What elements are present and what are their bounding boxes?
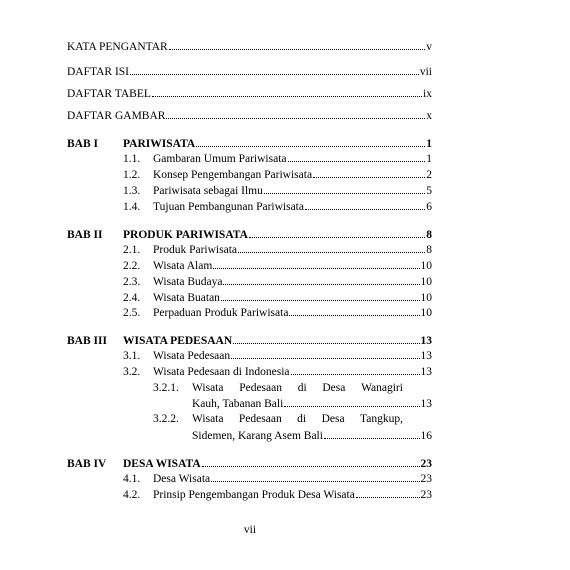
dot-leader xyxy=(223,284,419,285)
toc-title: KATA PENGANTAR xyxy=(67,41,168,53)
section-title: Wisata Buatan xyxy=(153,292,220,304)
dot-leader xyxy=(289,315,419,316)
subsection-title-line1 xyxy=(192,381,403,395)
toc-entry xyxy=(153,275,432,289)
section-title: Perpaduan Produk Pariwisata xyxy=(153,307,289,319)
word: Wisata xyxy=(192,382,224,394)
dot-leader xyxy=(264,193,425,194)
section-number: 3.1. xyxy=(123,350,141,362)
section-number: 2.5. xyxy=(123,307,141,319)
toc-title: DAFTAR ISI xyxy=(67,66,130,78)
section-title: Wisata Pedesaan xyxy=(153,350,231,362)
section-page: 10 xyxy=(420,292,432,304)
dot-leader xyxy=(249,237,425,238)
chapter-page: 13 xyxy=(420,335,432,347)
toc-page: v xyxy=(426,41,432,53)
subsection-page: 16 xyxy=(420,430,432,442)
subsection-number: 3.2.1. xyxy=(153,382,179,394)
section-number: 1.2. xyxy=(123,169,141,181)
section-page: 23 xyxy=(420,473,432,485)
dot-leader xyxy=(202,466,420,467)
toc-entry-daftar-gambar xyxy=(67,109,432,123)
section-number: 2.3. xyxy=(123,276,141,288)
chapter-page: 23 xyxy=(420,458,432,470)
chapter-heading xyxy=(123,457,432,471)
toc-entry xyxy=(153,488,432,502)
toc-entry xyxy=(153,243,432,257)
dot-leader xyxy=(166,118,425,119)
section-number: 2.4. xyxy=(123,292,141,304)
chapter-title: WISATA PEDESAAN xyxy=(123,335,233,347)
toc-entry xyxy=(153,259,432,273)
section-number: 2.2. xyxy=(123,260,141,272)
word: Desa xyxy=(321,413,345,425)
section-page: 8 xyxy=(426,244,432,256)
section-title: Tujuan Pembangunan Pariwisata xyxy=(153,201,304,213)
chapter-heading xyxy=(123,137,432,151)
subsection-title-line1 xyxy=(192,412,403,426)
toc-entry-daftar-isi xyxy=(67,65,432,79)
section-page: 5 xyxy=(426,185,432,197)
section-number: 4.2. xyxy=(123,489,141,501)
section-number: 1.1. xyxy=(123,153,141,165)
subsection-title-line2: Sidemen, Karang Asem Bali xyxy=(192,430,323,442)
dot-leader xyxy=(313,177,425,178)
word: Pedesaan xyxy=(238,413,282,425)
subsection-page: 13 xyxy=(420,398,432,410)
chapter-label: BAB III xyxy=(67,335,107,347)
section-title: Prinsip Pengembangan Produk Desa Wisata xyxy=(153,489,355,501)
subsection-number: 3.2.2. xyxy=(153,413,179,425)
toc-entry xyxy=(153,472,432,486)
toc-entry xyxy=(192,429,432,443)
toc-entry xyxy=(153,306,432,320)
dot-leader xyxy=(284,406,419,407)
word: Wanagiri xyxy=(361,382,403,394)
toc-entry xyxy=(153,365,432,379)
section-title: Pariwisata sebagai Ilmu xyxy=(153,185,263,197)
section-number: 2.1. xyxy=(123,244,141,256)
dot-leader xyxy=(238,252,425,253)
toc-title: DAFTAR TABEL xyxy=(67,88,151,100)
section-title: Konsep Pengembangan Pariwisata xyxy=(153,169,313,181)
dot-leader xyxy=(211,481,419,482)
section-page: 13 xyxy=(420,350,432,362)
toc-entry xyxy=(153,349,432,363)
dot-leader xyxy=(231,358,419,359)
chapter-title: PRODUK PARIWISATA xyxy=(123,229,248,241)
toc-entry xyxy=(153,200,432,214)
section-title: Desa Wisata xyxy=(153,473,211,485)
dot-leader xyxy=(288,161,426,162)
section-page: 10 xyxy=(420,260,432,272)
page-number: vii xyxy=(243,524,257,536)
chapter-page: 8 xyxy=(426,229,432,241)
word: Tangkup, xyxy=(360,413,403,425)
section-title: Wisata Alam xyxy=(153,260,213,272)
dot-leader xyxy=(291,374,420,375)
toc-entry-kata-pengantar xyxy=(67,40,432,54)
dot-leader xyxy=(356,497,420,498)
chapter-label: BAB II xyxy=(67,229,103,241)
section-page: 23 xyxy=(420,489,432,501)
section-number: 1.3. xyxy=(123,185,141,197)
dot-leader xyxy=(130,74,419,75)
section-page: 2 xyxy=(426,169,432,181)
toc-page: vii xyxy=(419,66,432,78)
toc-page: ix xyxy=(423,88,432,100)
word: Desa xyxy=(322,382,346,394)
word: di xyxy=(297,382,307,394)
section-number: 1.4. xyxy=(123,201,141,213)
dot-leader xyxy=(305,209,425,210)
section-page: 6 xyxy=(426,201,432,213)
chapter-title: DESA WISATA xyxy=(123,458,201,470)
toc-entry xyxy=(153,291,432,305)
word: di xyxy=(297,413,307,425)
section-title: Wisata Budaya xyxy=(153,276,223,288)
toc-title: DAFTAR GAMBAR xyxy=(67,110,166,122)
subsection-title-line2: Kauh, Tabanan Bali xyxy=(192,398,284,410)
section-title: Produk Pariwisata xyxy=(153,244,238,256)
dot-leader xyxy=(324,438,420,439)
toc-entry-daftar-tabel xyxy=(67,87,432,101)
dot-leader xyxy=(196,146,425,147)
toc-entry xyxy=(192,397,432,411)
word: Pedesaan xyxy=(239,382,282,394)
section-page: 1 xyxy=(426,153,432,165)
chapter-title: PARIWISATA xyxy=(123,138,196,150)
toc-entry xyxy=(153,168,432,182)
section-number: 4.1. xyxy=(123,473,141,485)
dot-leader xyxy=(152,96,422,97)
section-title: Gambaran Umum Pariwisata xyxy=(153,153,287,165)
chapter-heading xyxy=(123,228,432,242)
toc-entry xyxy=(153,152,432,166)
section-page: 10 xyxy=(420,276,432,288)
chapter-label: BAB IV xyxy=(67,458,107,470)
toc-entry xyxy=(153,184,432,198)
section-page: 13 xyxy=(420,366,432,378)
chapter-label: BAB I xyxy=(67,138,98,150)
chapter-heading xyxy=(123,334,432,348)
chapter-page: 1 xyxy=(426,138,432,150)
dot-leader xyxy=(233,343,419,344)
dot-leader xyxy=(213,268,419,269)
section-page: 10 xyxy=(420,307,432,319)
dot-leader xyxy=(221,300,420,301)
section-number: 3.2. xyxy=(123,366,141,378)
section-title: Wisata Pedesaan di Indonesia xyxy=(153,366,290,378)
word: Wisata xyxy=(192,413,224,425)
dot-leader xyxy=(169,49,426,50)
toc-page: x xyxy=(426,110,432,122)
